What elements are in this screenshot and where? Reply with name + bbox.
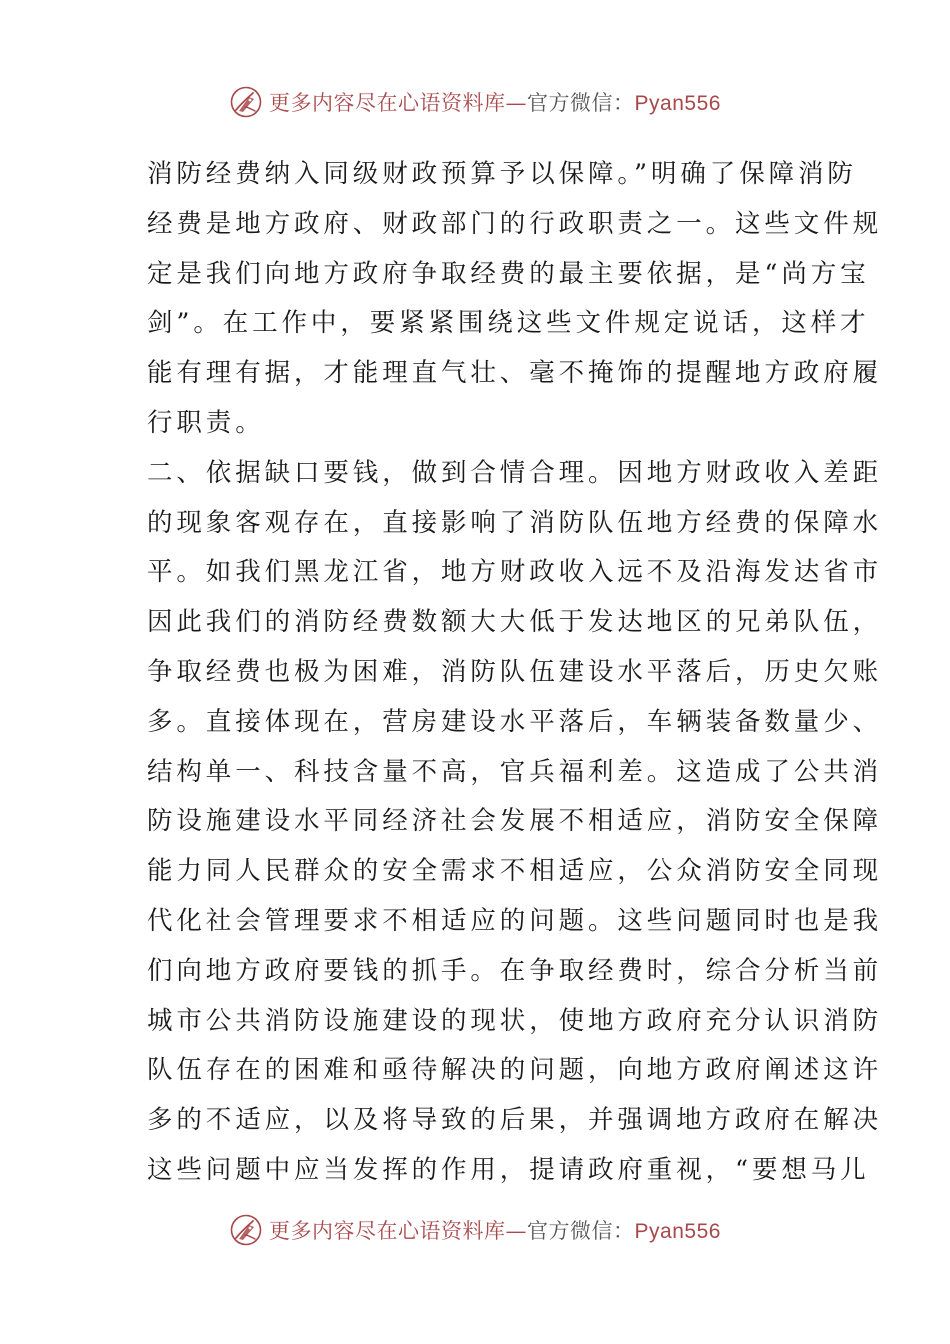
text-line: 二、依据缺口要钱，做到合情合理。因地方财政收入差距 xyxy=(147,457,883,488)
pen-nib-logo-icon xyxy=(229,1213,263,1247)
banner-wechat-label: 官方微信： xyxy=(527,91,635,115)
text-line: 定是我们向地方政府争取经费的最主要依据，是“尚方宝 xyxy=(147,258,870,289)
text-line: 剑”。在工作中，要紧紧围绕这些文件规定说话，这样才 xyxy=(147,308,870,339)
text-line: 消防经费纳入同级财政预算予以保障。”明确了保障消防 xyxy=(147,159,857,189)
header-watermark-banner xyxy=(0,82,950,122)
footer-banner-text xyxy=(269,1215,721,1245)
document-body xyxy=(147,150,883,1196)
banner-dash: — xyxy=(505,91,528,115)
text-line: 代化社会管理要求不相适应的问题。这些问题同时也是我 xyxy=(147,905,883,936)
text-line: 队伍存在的困难和亟待解决的问题，向地方政府阐述这许 xyxy=(147,1055,883,1086)
text-line: 城市公共消防设施建设的现状，使地方政府充分认识消防 xyxy=(147,1005,883,1036)
text-line: 能力同人民群众的安全需求不相适应，公众消防安全同现 xyxy=(147,856,883,887)
text-line: 防设施建设水平同经济社会发展不相适应，消防安全保障 xyxy=(147,806,883,837)
banner-wechat-id: Pyan556 xyxy=(634,1220,721,1243)
banner-lead-text: 更多内容尽在心语资料库 xyxy=(269,1219,506,1243)
banner-dash: — xyxy=(505,1219,528,1243)
text-line: 结构单一、科技含量不高，官兵福利差。这造成了公共消 xyxy=(147,756,883,787)
text-line: 平。如我们黑龙江省，地方财政收入远不及沿海发达省市 xyxy=(147,557,883,588)
banner-wechat-label: 官方微信： xyxy=(527,1219,635,1243)
text-line: 这些问题中应当发挥的作用，提请政府重视，“要想马儿 xyxy=(147,1154,870,1185)
text-line: 们向地方政府要钱的抓手。在争取经费时，综合分析当前 xyxy=(147,955,883,986)
text-line: 因此我们的消防经费数额大大低于发达地区的兄弟队伍， xyxy=(147,607,883,638)
text-line: 的现象客观存在，直接影响了消防队伍地方经费的保障水 xyxy=(147,507,883,538)
banner-lead-text: 更多内容尽在心语资料库 xyxy=(269,91,506,115)
text-line: 能有理有据，才能理直气壮、毫不掩饰的提醒地方政府履 xyxy=(147,358,883,389)
footer-watermark-banner xyxy=(0,1210,950,1250)
text-line: 多。直接体现在，营房建设水平落后，车辆装备数量少、 xyxy=(147,706,883,737)
header-banner-text xyxy=(269,87,721,117)
text-line: 经费是地方政府、财政部门的行政职责之一。这些文件规 xyxy=(147,208,883,239)
text-line: 行职责。 xyxy=(147,407,265,438)
text-line: 争取经费也极为困难，消防队伍建设水平落后，历史欠账 xyxy=(147,656,883,687)
text-line: 多的不适应，以及将导致的后果，并强调地方政府在解决 xyxy=(147,1105,883,1136)
banner-wechat-id: Pyan556 xyxy=(634,92,721,115)
pen-nib-logo-icon xyxy=(229,85,263,119)
